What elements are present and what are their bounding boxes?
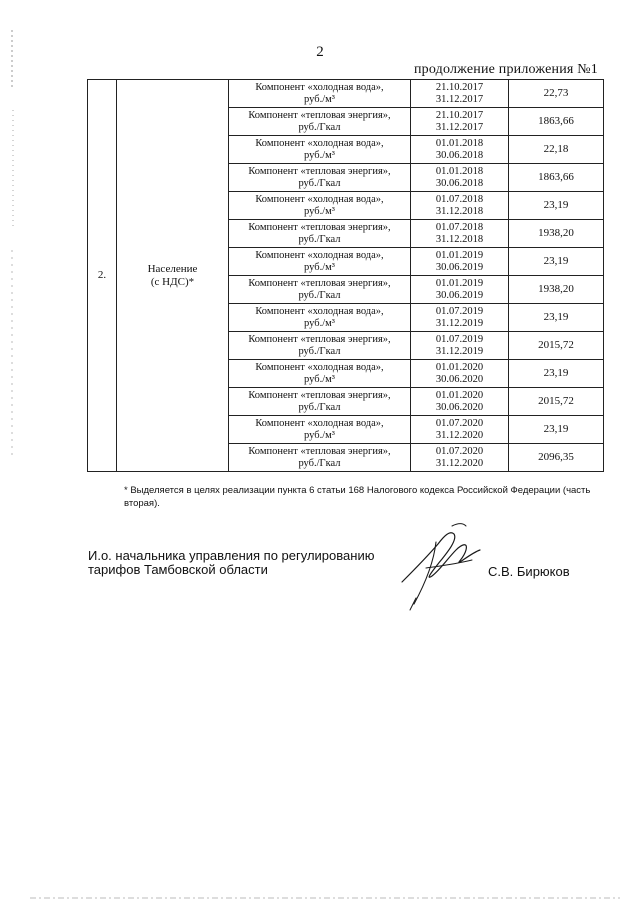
- component-unit: руб./Гкал: [298, 233, 341, 245]
- component-cell: [229, 416, 411, 444]
- component-unit: руб./Гкал: [298, 177, 341, 189]
- page-number: 2: [316, 44, 324, 60]
- period-start: 01.01.2019: [435, 250, 484, 261]
- period-end: 31.12.2017: [435, 93, 484, 105]
- period-start: 01.07.2020: [435, 446, 484, 457]
- period-cell: [411, 444, 509, 472]
- period-start: 21.10.2017: [435, 82, 484, 93]
- row-number: 2.: [88, 80, 117, 472]
- tariff-value: 23,19: [509, 304, 604, 332]
- period-cell: [411, 108, 509, 136]
- component-unit: руб./м³: [304, 149, 335, 161]
- tariff-value: 1938,20: [509, 276, 604, 304]
- component-unit: руб./Гкал: [298, 345, 341, 357]
- component-cell: [229, 108, 411, 136]
- period-cell: [411, 164, 509, 192]
- component-unit: руб./Гкал: [298, 289, 341, 301]
- component-cell: [229, 164, 411, 192]
- period-cell: [411, 388, 509, 416]
- component-name: Компонент «тепловая энергия»,: [248, 278, 391, 289]
- footnote: * Выделяется в целях реализации пункта 6 статьи 168 Налогового кодекса Российской Федерации (часть вторая).: [124, 485, 591, 509]
- tariff-value: 2015,72: [509, 388, 604, 416]
- component-cell: [229, 304, 411, 332]
- component-name: Компонент «холодная вода»,: [255, 250, 384, 261]
- period-start: 01.01.2020: [435, 362, 484, 373]
- component-name: Компонент «холодная вода»,: [255, 82, 384, 93]
- tariff-value: 2015,72: [509, 332, 604, 360]
- component-name: Компонент «тепловая энергия»,: [248, 110, 391, 121]
- period-cell: [411, 304, 509, 332]
- component-unit: руб./м³: [304, 373, 335, 385]
- period-end: 30.06.2020: [435, 401, 484, 413]
- scan-bottom-marks: [30, 895, 620, 901]
- component-unit: руб./м³: [304, 261, 335, 273]
- component-cell: [229, 136, 411, 164]
- tariff-value: 22,18: [509, 136, 604, 164]
- consumer-group: [117, 80, 229, 472]
- period-end: 31.12.2018: [435, 205, 484, 217]
- component-name: Компонент «тепловая энергия»,: [248, 334, 391, 345]
- component-cell: [229, 360, 411, 388]
- component-unit: руб./м³: [304, 317, 335, 329]
- component-cell: [229, 220, 411, 248]
- consumer-group-line2: (с НДС)*: [150, 275, 195, 288]
- period-start: 01.07.2019: [435, 334, 484, 345]
- period-end: 31.12.2020: [435, 457, 484, 469]
- tariff-value: 23,19: [509, 248, 604, 276]
- period-end: 30.06.2018: [435, 177, 484, 189]
- period-start: 01.07.2019: [435, 306, 484, 317]
- period-end: 30.06.2020: [435, 373, 484, 385]
- component-cell: [229, 192, 411, 220]
- period-end: 31.12.2020: [435, 429, 484, 441]
- handwritten-signature: [396, 520, 486, 615]
- period-cell: [411, 192, 509, 220]
- period-start: 01.01.2019: [435, 278, 484, 289]
- period-start: 01.01.2018: [435, 166, 484, 177]
- tariff-value: 22,73: [509, 80, 604, 108]
- tariff-value: 23,19: [509, 416, 604, 444]
- period-cell: [411, 416, 509, 444]
- component-name: Компонент «тепловая энергия»,: [248, 166, 391, 177]
- tariff-value: 1863,66: [509, 108, 604, 136]
- period-end: 31.12.2019: [435, 317, 484, 329]
- period-end: 31.12.2017: [435, 121, 484, 133]
- component-cell: [229, 332, 411, 360]
- component-name: Компонент «холодная вода»,: [255, 362, 384, 373]
- component-cell: [229, 276, 411, 304]
- component-name: Компонент «тепловая энергия»,: [248, 222, 391, 233]
- component-name: Компонент «тепловая энергия»,: [248, 446, 391, 457]
- component-cell: [229, 444, 411, 472]
- period-start: 01.07.2018: [435, 194, 484, 205]
- component-name: Компонент «холодная вода»,: [255, 418, 384, 429]
- period-cell: [411, 276, 509, 304]
- period-start: 01.07.2018: [435, 222, 484, 233]
- component-unit: руб./Гкал: [298, 457, 341, 469]
- period-cell: [411, 80, 509, 108]
- signatory-name: С.В. Бирюков: [488, 564, 570, 579]
- tariff-table: [87, 79, 604, 472]
- continuation-label: продолжение приложения №1: [413, 62, 598, 77]
- period-end: 30.06.2018: [435, 149, 484, 161]
- signatory-title-line1: И.о. начальника управления по регулированию: [88, 548, 375, 563]
- period-start: 21.10.2017: [435, 110, 484, 121]
- component-unit: руб./м³: [304, 93, 335, 105]
- period-cell: [411, 248, 509, 276]
- component-unit: руб./м³: [304, 429, 335, 441]
- tariff-value: 2096,35: [509, 444, 604, 472]
- component-name: Компонент «холодная вода»,: [255, 306, 384, 317]
- component-cell: [229, 388, 411, 416]
- period-cell: [411, 220, 509, 248]
- component-unit: руб./м³: [304, 205, 335, 217]
- component-unit: руб./Гкал: [298, 121, 341, 133]
- period-end: 31.12.2018: [435, 233, 484, 245]
- component-unit: руб./Гкал: [298, 401, 341, 413]
- signatory-title: [88, 549, 374, 577]
- component-cell: [229, 80, 411, 108]
- component-name: Компонент «холодная вода»,: [255, 138, 384, 149]
- tariff-value: 23,19: [509, 360, 604, 388]
- consumer-group-line1: Население: [147, 262, 198, 275]
- period-start: 01.01.2018: [435, 138, 484, 149]
- component-name: Компонент «тепловая энергия»,: [248, 390, 391, 401]
- component-cell: [229, 248, 411, 276]
- table-row: [88, 80, 604, 108]
- tariff-value: 23,19: [509, 192, 604, 220]
- scan-edge-marks: [8, 30, 16, 460]
- period-end: 30.06.2019: [435, 261, 484, 273]
- period-end: 31.12.2019: [435, 345, 484, 357]
- period-cell: [411, 360, 509, 388]
- period-cell: [411, 332, 509, 360]
- component-name: Компонент «холодная вода»,: [255, 194, 384, 205]
- signatory-title-line2: тарифов Тамбовской области: [88, 562, 268, 577]
- period-cell: [411, 136, 509, 164]
- period-end: 30.06.2019: [435, 289, 484, 301]
- tariff-value: 1938,20: [509, 220, 604, 248]
- period-start: 01.07.2020: [435, 418, 484, 429]
- tariff-value: 1863,66: [509, 164, 604, 192]
- period-start: 01.01.2020: [435, 390, 484, 401]
